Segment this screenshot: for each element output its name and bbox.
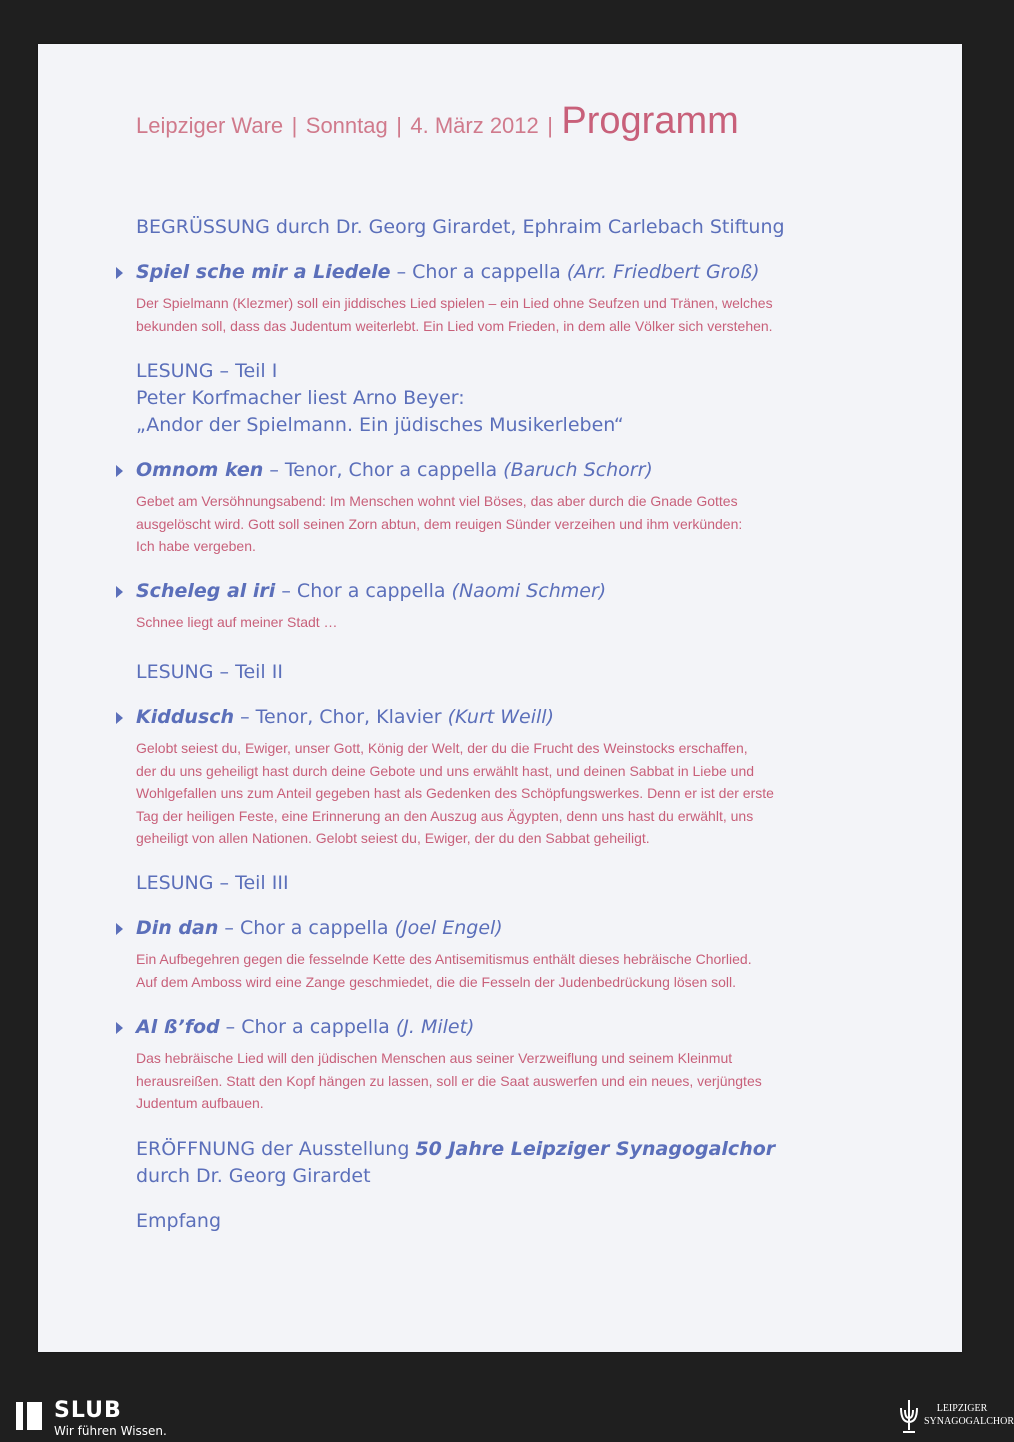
description-line: Auf dem Amboss wird eine Zange geschmiedet, die die Fesseln der Judenbedrückung lösen soll. bbox=[136, 973, 737, 990]
performers: Chor a cappella bbox=[296, 580, 452, 602]
opening-section bbox=[136, 1136, 836, 1190]
greeting-section bbox=[136, 214, 836, 241]
item-title-line bbox=[136, 578, 836, 605]
item-description bbox=[136, 490, 836, 558]
description-line: Ich habe vergeben. bbox=[136, 538, 256, 554]
item-description bbox=[136, 737, 836, 850]
opening-line-1 bbox=[136, 1136, 836, 1163]
item-title-line bbox=[136, 915, 836, 942]
header-separator: | bbox=[396, 113, 402, 138]
piece-title: Scheleg al iri bbox=[136, 580, 276, 602]
performers: Chor a cappella bbox=[239, 917, 395, 939]
program-item bbox=[136, 259, 836, 337]
library-slogan: Wir führen Wissen. bbox=[54, 1424, 167, 1438]
header-date: 4. März 2012 bbox=[410, 113, 539, 138]
triangle-bullet-icon bbox=[116, 712, 123, 724]
reading-1-heading: LESUNG – Teil I bbox=[136, 360, 278, 382]
triangle-bullet-icon bbox=[116, 1022, 123, 1034]
piece-title: Din dan bbox=[136, 917, 219, 939]
item-title-line bbox=[136, 259, 836, 286]
header-separator: | bbox=[547, 113, 553, 138]
choir-name-line: SYNAGOGALCHOR bbox=[924, 1416, 1014, 1427]
dash: – bbox=[275, 580, 297, 602]
description-line: ausgelöscht wird. Gott soll seinen Zorn abtun, dem reuigen Sünder verzeihen und ihm verkünden: bbox=[136, 515, 743, 532]
program-title: Programm bbox=[561, 100, 739, 142]
piece-title: Kiddusch bbox=[136, 706, 235, 728]
reading-3-heading: LESUNG – Teil III bbox=[136, 872, 289, 894]
description-line: Ein Aufbegehren gegen die fesselnde Kette des Antisemitismus enthält dieses hebräische Chorlied. bbox=[136, 951, 752, 967]
dash: – bbox=[234, 706, 256, 728]
reception-text: Empfang bbox=[136, 1210, 222, 1232]
description-line: Gelobt seiest du, Ewiger, unser Gott, König der Welt, der du die Frucht des Weinstocks erschaffen, bbox=[136, 740, 748, 756]
description-line: bekunden soll, dass das Judentum weiterlebt. Ein Lied vom Frieden, in dem alle Völker sich verstehen. bbox=[136, 317, 773, 334]
program-item bbox=[136, 915, 836, 993]
description-line: Schnee liegt auf meiner Stadt … bbox=[136, 614, 338, 630]
piece-title: Omnom ken bbox=[136, 459, 264, 481]
composer: (Arr. Friedbert Groß) bbox=[566, 261, 760, 283]
dash: – bbox=[218, 917, 240, 939]
reading-1-reader: Peter Korfmacher liest Arno Beyer: bbox=[136, 387, 465, 409]
menorah-icon bbox=[896, 1396, 922, 1436]
program-item bbox=[136, 1014, 836, 1115]
triangle-bullet-icon bbox=[116, 923, 123, 935]
item-title-line bbox=[136, 704, 836, 731]
slub-book-icon bbox=[14, 1400, 44, 1432]
dash: – bbox=[263, 459, 285, 481]
choir-name bbox=[924, 1402, 1014, 1428]
performers: Tenor, Chor a cappella bbox=[284, 459, 504, 481]
triangle-bullet-icon bbox=[116, 586, 123, 598]
exhibition-title: 50 Jahre Leipziger Synagogalchor bbox=[415, 1138, 776, 1160]
triangle-bullet-icon bbox=[116, 267, 123, 279]
description-line: Das hebräische Lied will den jüdischen Menschen aus seiner Verzweiflung und seinem Kleinmut bbox=[136, 1050, 733, 1066]
description-line: geheiligt von allen Nationen. Gelobt seiest du, Ewiger, der du den Sabbat geheiligt. bbox=[136, 830, 650, 846]
header-event: Leipziger Ware bbox=[136, 113, 284, 138]
reading-2-heading: LESUNG – Teil II bbox=[136, 661, 283, 683]
library-name: SLUB bbox=[54, 1398, 122, 1423]
reading-1-section bbox=[136, 358, 836, 439]
piece-title: Spiel sche mir a Liedele bbox=[136, 261, 391, 283]
description-line: Der Spielmann (Klezmer) soll ein jiddisches Lied spielen – ein Lied ohne Seufzen und Tränen, welches bbox=[136, 295, 773, 311]
item-description bbox=[136, 611, 836, 634]
program-item bbox=[136, 704, 836, 850]
composer: (Joel Engel) bbox=[394, 917, 503, 939]
reception-section bbox=[136, 1208, 836, 1235]
description-line: herausreißen. Statt den Kopf hängen zu lassen, soll er die Saat auswerfen und ein neues, verjüngtes bbox=[136, 1072, 762, 1089]
greeting-text: BEGRÜSSUNG durch Dr. Georg Girardet, Ephraim Carlebach Stiftung bbox=[136, 216, 785, 238]
item-description bbox=[136, 1047, 836, 1115]
composer: (J. Milet) bbox=[395, 1016, 475, 1038]
dash: – bbox=[390, 261, 413, 283]
description-line: der du uns geheiligt hast durch deine Gebote und uns erwählt hast, und deinen Sabbat in Liebe und bbox=[136, 762, 755, 779]
composer: (Kurt Weill) bbox=[447, 706, 554, 728]
composer: (Naomi Schmer) bbox=[451, 580, 607, 602]
program-item bbox=[136, 578, 836, 634]
composer: (Baruch Schorr) bbox=[503, 459, 653, 481]
description-line: Gebet am Versöhnungsabend: Im Menschen wohnt viel Böses, das aber durch die Gnade Gottes bbox=[136, 493, 738, 509]
header-separator: | bbox=[291, 113, 298, 138]
dash: – bbox=[219, 1016, 242, 1038]
item-title-line bbox=[136, 1014, 836, 1041]
performers: Chor a cappella bbox=[241, 1016, 396, 1038]
performers: Tenor, Chor, Klavier bbox=[255, 706, 448, 728]
reading-2-section bbox=[136, 659, 836, 686]
header-day: Sonntag bbox=[305, 113, 388, 138]
performers: Chor a cappella bbox=[412, 261, 567, 283]
description-line: Judentum aufbauen. bbox=[136, 1095, 264, 1111]
reading-3-section bbox=[136, 870, 836, 897]
piece-title: Al ß’fod bbox=[136, 1016, 220, 1038]
program-header bbox=[136, 100, 739, 143]
item-title-line bbox=[136, 457, 836, 484]
program-item bbox=[136, 457, 836, 558]
opening-line-2: durch Dr. Georg Girardet bbox=[136, 1165, 371, 1187]
footer-bar bbox=[0, 1392, 1014, 1442]
opening-prefix: ERÖFFNUNG der Ausstellung bbox=[136, 1138, 416, 1160]
item-description bbox=[136, 948, 836, 993]
choir-name-line: LEIPZIGER bbox=[936, 1403, 988, 1414]
description-line: Tag der heiligen Feste, eine Erinnerung an den Auszug aus Ägypten, denn uns hast du erwählt, uns bbox=[136, 807, 754, 824]
reading-1-work: „Andor der Spielmann. Ein jüdisches Musikerleben“ bbox=[136, 414, 624, 436]
description-line: Wohlgefallen uns zum Anteil gegeben hast als Gedenken des Schöpfungswerkes. Denn er ist der erste bbox=[136, 785, 774, 801]
triangle-bullet-icon bbox=[116, 465, 123, 477]
item-description bbox=[136, 292, 836, 337]
